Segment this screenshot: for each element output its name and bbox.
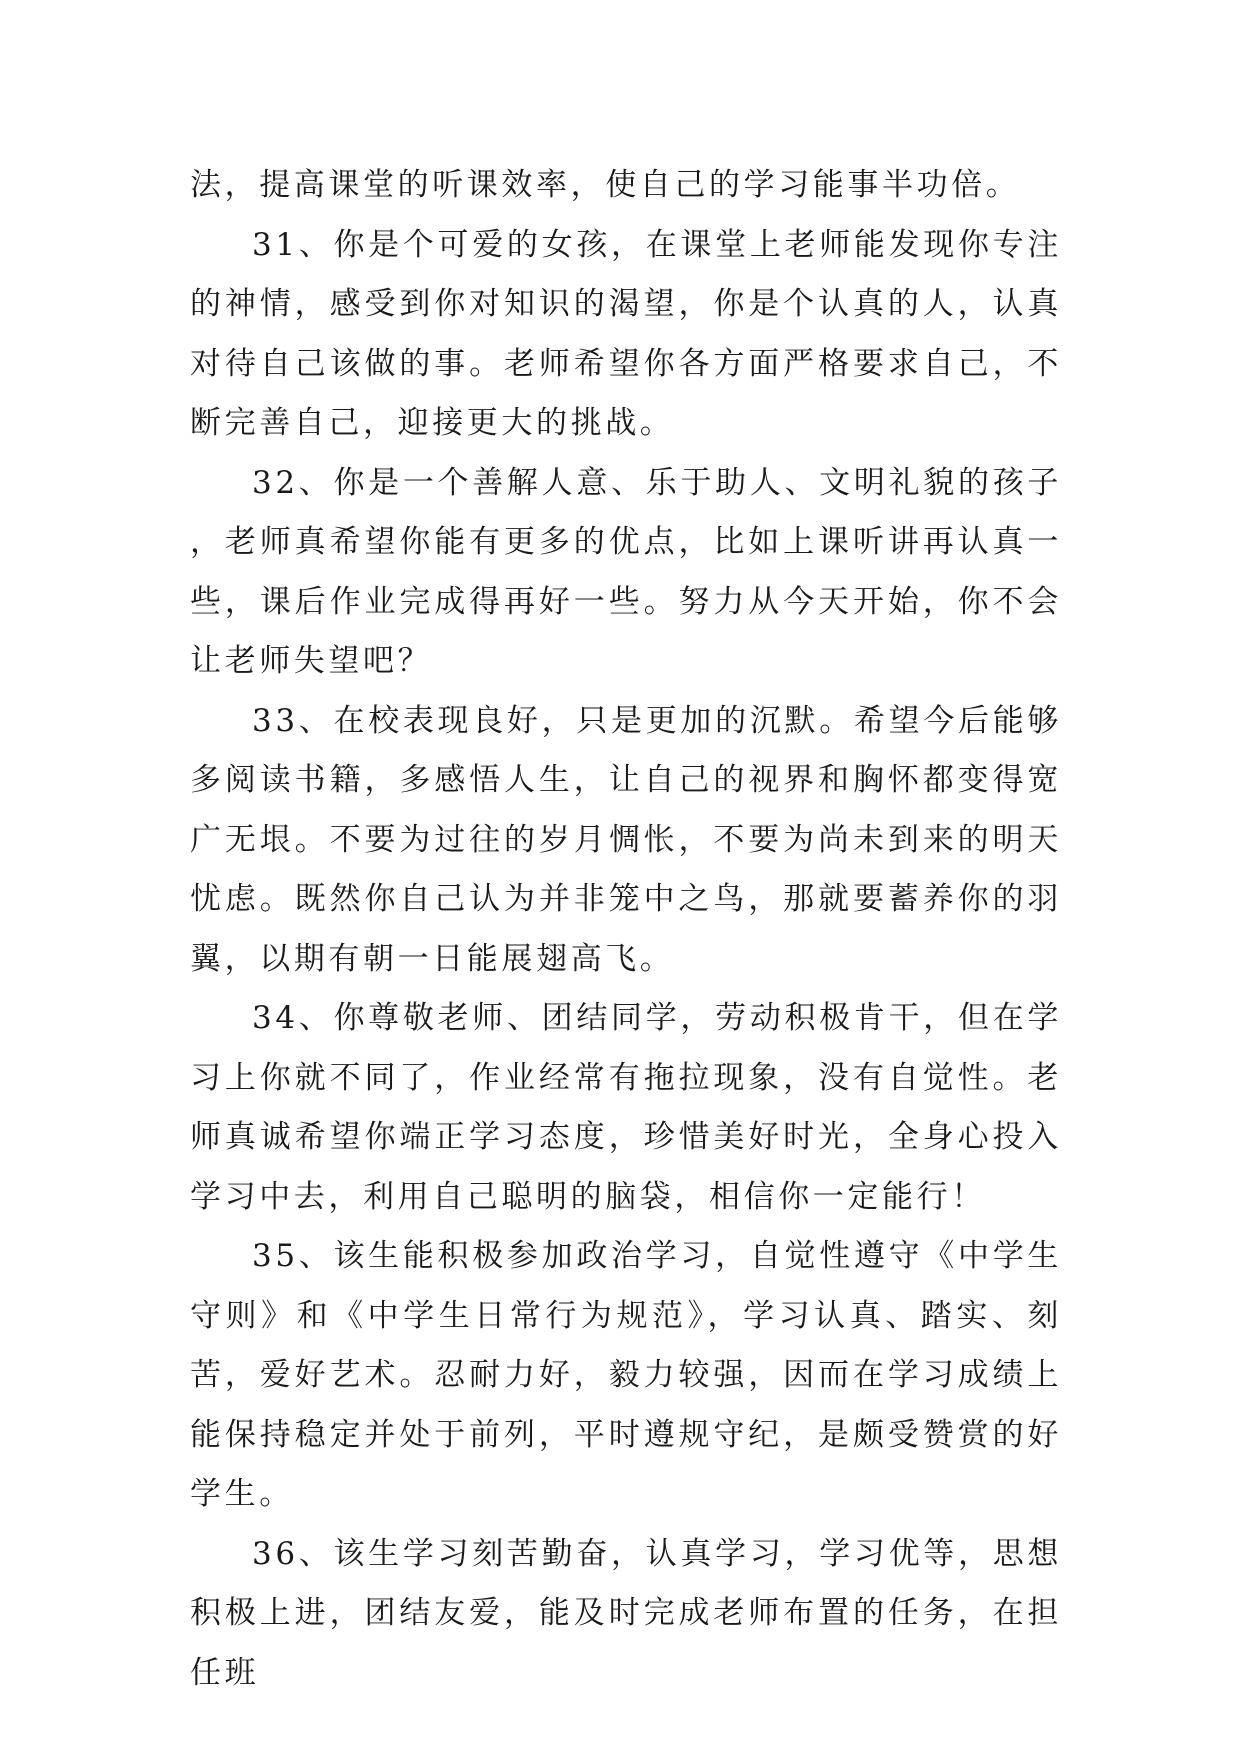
paragraph-comment-32: 32、你是一个善解人意、乐于助人、文明礼貌的孩子，老师真希望你能有更多的优点，比如上课听讲再认真一些，课后作业完成得再好一些。努力从今天开始，你不会让老师失望吧？ [190, 464, 1062, 679]
paragraph-comment-35: 35、该生能积极参加政治学习，自觉性遵守《中学生守则》和《中学生日常行为规范》，学习认真、踏实、刻苦，爱好艺术。忍耐力好，毅力较强，因而在学习成绩上能保持稳定并处于前列，平时遵规守纪，是颇受赞赏的好学生。 [190, 1238, 1062, 1512]
paragraph-comment-31: 31、你是个可爱的女孩，在课堂上老师能发现你专注的神情，感受到你对知识的渴望，你是个认真的人，认真对待自己该做的事。老师希望你各方面严格要求自己，不断完善自己，迎接更大的挑战。 [190, 226, 1062, 441]
paragraph-comment-33: 33、在校表现良好，只是更加的沉默。希望今后能够多阅读书籍，多感悟人生，让自己的视界和胸怀都变得宽广无垠。不要为过往的岁月惆怅，不要为尚未到来的明天忧虑。既然你自己认为并非笼中之鸟，那就要蓄养你的羽翼，以期有朝一日能展翅高飞。 [190, 702, 1062, 977]
paragraph-continuation: 法，提高课堂的听课效率，使自己的学习能事半功倍。 [190, 167, 1021, 203]
paragraph-comment-36: 36、该生学习刻苦勤奋，认真学习，学习优等，思想积极上进，团结友爱，能及时完成老师布置的任务，在担任班 [190, 1535, 1062, 1691]
paragraph-comment-34: 34、你尊敬老师、团结同学，劳动积极肯干，但在学习上你就不同了，作业经常有拖拉现象，没有自觉性。老师真诚希望你端正学习态度，珍惜美好时光，全身心投入学习中去，利用自己聪明的脑袋，相信你一定能行！ [190, 1000, 1062, 1215]
body-text [190, 156, 1062, 1703]
